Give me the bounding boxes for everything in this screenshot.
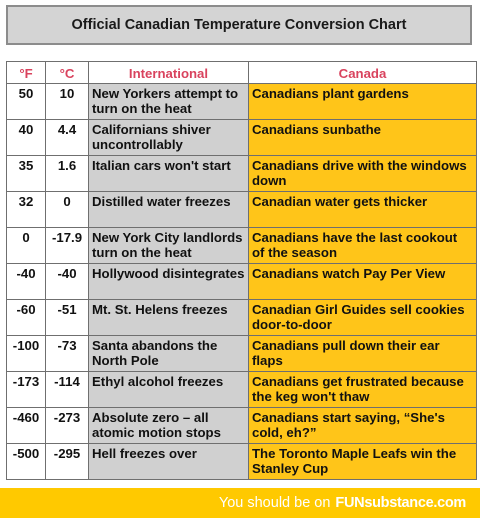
table-row bbox=[7, 84, 477, 120]
international-cell: Californians shiver uncontrollably bbox=[89, 120, 249, 156]
canada-cell: Canadian water gets thicker bbox=[249, 192, 477, 228]
celsius-cell: 0 bbox=[46, 192, 89, 228]
celsius-cell: -40 bbox=[46, 264, 89, 300]
table-row bbox=[7, 408, 477, 444]
canada-cell: Canadians watch Pay Per View bbox=[249, 264, 477, 300]
celsius-cell: 10 bbox=[46, 84, 89, 120]
canada-cell: Canadians plant gardens bbox=[249, 84, 477, 120]
celsius-cell: -273 bbox=[46, 408, 89, 444]
conversion-table bbox=[6, 61, 477, 480]
celsius-cell: -114 bbox=[46, 372, 89, 408]
canada-cell: Canadians get frustrated because the keg won't thaw bbox=[249, 372, 477, 408]
celsius-cell: 4.4 bbox=[46, 120, 89, 156]
fahrenheit-cell: 40 bbox=[7, 120, 46, 156]
canada-cell: Canadians have the last cookout of the season bbox=[249, 228, 477, 264]
international-cell: Absolute zero – all atomic motion stops bbox=[89, 408, 249, 444]
table-row bbox=[7, 372, 477, 408]
international-cell: Mt. St. Helens freezes bbox=[89, 300, 249, 336]
canada-cell: The Toronto Maple Leafs win the Stanley Cup bbox=[249, 444, 477, 480]
fahrenheit-cell: -173 bbox=[7, 372, 46, 408]
celsius-cell: 1.6 bbox=[46, 156, 89, 192]
canada-cell: Canadians drive with the windows down bbox=[249, 156, 477, 192]
chart-title: Official Canadian Temperature Conversion Chart bbox=[6, 5, 472, 45]
celsius-cell: -295 bbox=[46, 444, 89, 480]
table-row bbox=[7, 120, 477, 156]
celsius-cell: -73 bbox=[46, 336, 89, 372]
international-cell: New York City landlords turn on the heat bbox=[89, 228, 249, 264]
international-cell: Italian cars won't start bbox=[89, 156, 249, 192]
header-fahrenheit: °F bbox=[7, 62, 46, 84]
canada-cell: Canadian Girl Guides sell cookies door-to-door bbox=[249, 300, 477, 336]
conversion-chart bbox=[1, 0, 479, 488]
fahrenheit-cell: -60 bbox=[7, 300, 46, 336]
international-cell: Hell freezes over bbox=[89, 444, 249, 480]
international-cell: Ethyl alcohol freezes bbox=[89, 372, 249, 408]
fahrenheit-cell: -100 bbox=[7, 336, 46, 372]
table-header-row bbox=[7, 62, 477, 84]
fahrenheit-cell: 50 bbox=[7, 84, 46, 120]
canada-cell: Canadians pull down their ear flaps bbox=[249, 336, 477, 372]
canada-cell: Canadians start saying, “She's cold, eh?” bbox=[249, 408, 477, 444]
fahrenheit-cell: 35 bbox=[7, 156, 46, 192]
fahrenheit-cell: -460 bbox=[7, 408, 46, 444]
table-row bbox=[7, 228, 477, 264]
header-celsius: °C bbox=[46, 62, 89, 84]
table-row bbox=[7, 444, 477, 480]
header-international: International bbox=[89, 62, 249, 84]
celsius-cell: -51 bbox=[46, 300, 89, 336]
fahrenheit-cell: -40 bbox=[7, 264, 46, 300]
table-row bbox=[7, 300, 477, 336]
fahrenheit-cell: 32 bbox=[7, 192, 46, 228]
canada-cell: Canadians sunbathe bbox=[249, 120, 477, 156]
header-canada: Canada bbox=[249, 62, 477, 84]
international-cell: Santa abandons the North Pole bbox=[89, 336, 249, 372]
footer-text: You should be on bbox=[218, 495, 331, 511]
watermark-footer bbox=[0, 488, 480, 518]
table-row bbox=[7, 264, 477, 300]
international-cell: New Yorkers attempt to turn on the heat bbox=[89, 84, 249, 120]
table-row bbox=[7, 336, 477, 372]
table-row bbox=[7, 192, 477, 228]
international-cell: Distilled water freezes bbox=[89, 192, 249, 228]
table-row bbox=[7, 156, 477, 192]
fahrenheit-cell: 0 bbox=[7, 228, 46, 264]
fahrenheit-cell: -500 bbox=[7, 444, 46, 480]
international-cell: Hollywood disintegrates bbox=[89, 264, 249, 300]
celsius-cell: -17.9 bbox=[46, 228, 89, 264]
footer-brand: FUNsubstance.com bbox=[335, 495, 466, 511]
